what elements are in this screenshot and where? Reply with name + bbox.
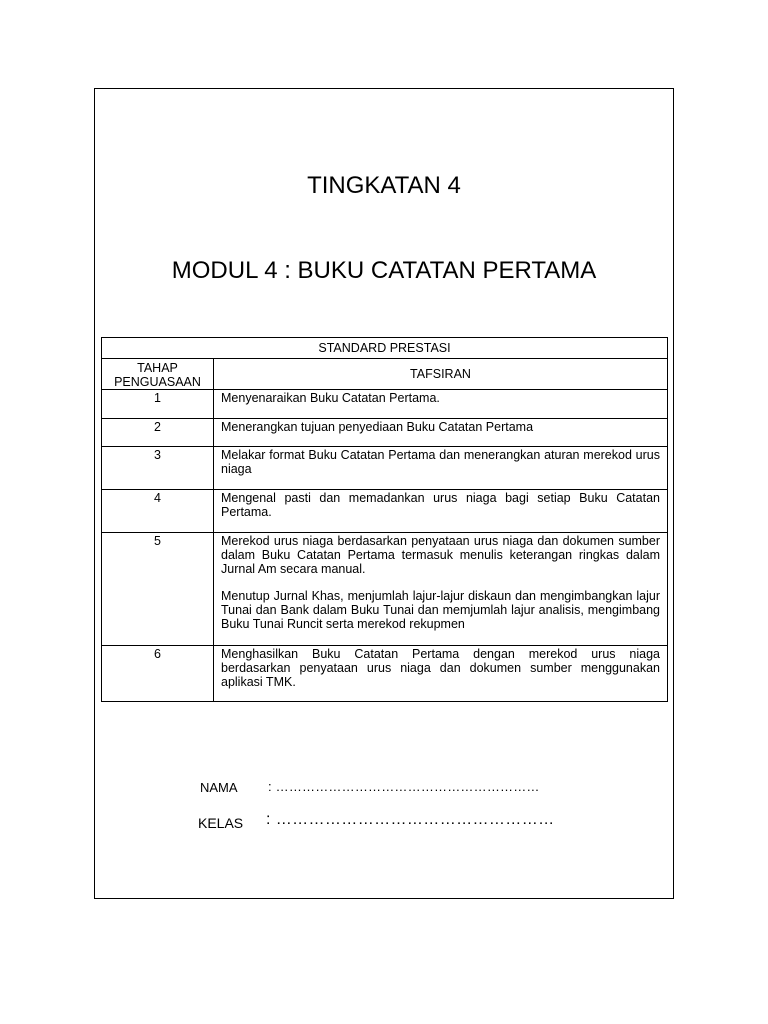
description-text: Merekod urus niaga berdasarkan penyataan urus niaga dan dokumen sumber dalam Buku Catatan Pertama termasuk menulis keterangan ringkas dalam Jurnal Am secara manual. — [221, 534, 660, 576]
page-title: TINGKATAN 4 — [307, 172, 461, 199]
description-text: Mengenal pasti dan memadankan urus niaga bagi setiap Buku Catatan Pertama. — [221, 491, 660, 519]
table-row — [102, 390, 668, 419]
description-cell — [214, 419, 668, 447]
name-label: NAMA — [200, 780, 238, 795]
description-text: Melakar format Buku Catatan Pertama dan menerangkan aturan merekod urus niaga — [221, 448, 660, 476]
level-cell: 2 — [102, 419, 214, 447]
performance-standard-table — [101, 337, 668, 702]
table-row — [102, 533, 668, 646]
description-text: Menyenaraikan Buku Catatan Pertama. — [221, 391, 440, 405]
description-cell — [214, 490, 668, 533]
module-title: MODUL 4 : BUKU CATATAN PERTAMA — [171, 257, 597, 284]
level-cell: 4 — [102, 490, 214, 533]
level-cell: 3 — [102, 447, 214, 490]
header-level: TAHAP PENGUASAAN — [102, 359, 214, 390]
table-caption-row — [102, 338, 668, 359]
description-text: Menutup Jurnal Khas, menjumlah lajur-lajur diskaun dan mengimbangkan lajur Tunai dan Bank dalam Buku Tunai dan memjumlah lajur analisis, mengimbang Buku Tunai Runcit serta merekod rekupmen — [221, 589, 660, 631]
description-cell — [214, 533, 668, 646]
table-header-row — [102, 359, 668, 390]
class-field[interactable]: : …………………………………………… — [266, 811, 555, 828]
table-row — [102, 646, 668, 702]
class-label: KELAS — [198, 815, 244, 831]
description-cell — [214, 646, 668, 702]
table-row — [102, 490, 668, 533]
table-row — [102, 419, 668, 447]
description-text: Menghasilkan Buku Catatan Pertama dengan merekod urus niaga berdasarkan penyataan urus niaga dan dokumen sumber menggunakan aplikasi TMK. — [221, 647, 660, 689]
header-description: TAFSIRAN — [214, 359, 668, 390]
table-row — [102, 447, 668, 490]
table-caption: STANDARD PRESTASI — [102, 338, 668, 359]
description-cell — [214, 390, 668, 419]
description-cell — [214, 447, 668, 490]
level-cell: 6 — [102, 646, 214, 702]
description-text: Menerangkan tujuan penyediaan Buku Catatan Pertama — [221, 420, 534, 434]
name-field[interactable]: : …………………………………………………… — [268, 779, 540, 794]
level-cell: 5 — [102, 533, 214, 646]
level-cell: 1 — [102, 390, 214, 419]
